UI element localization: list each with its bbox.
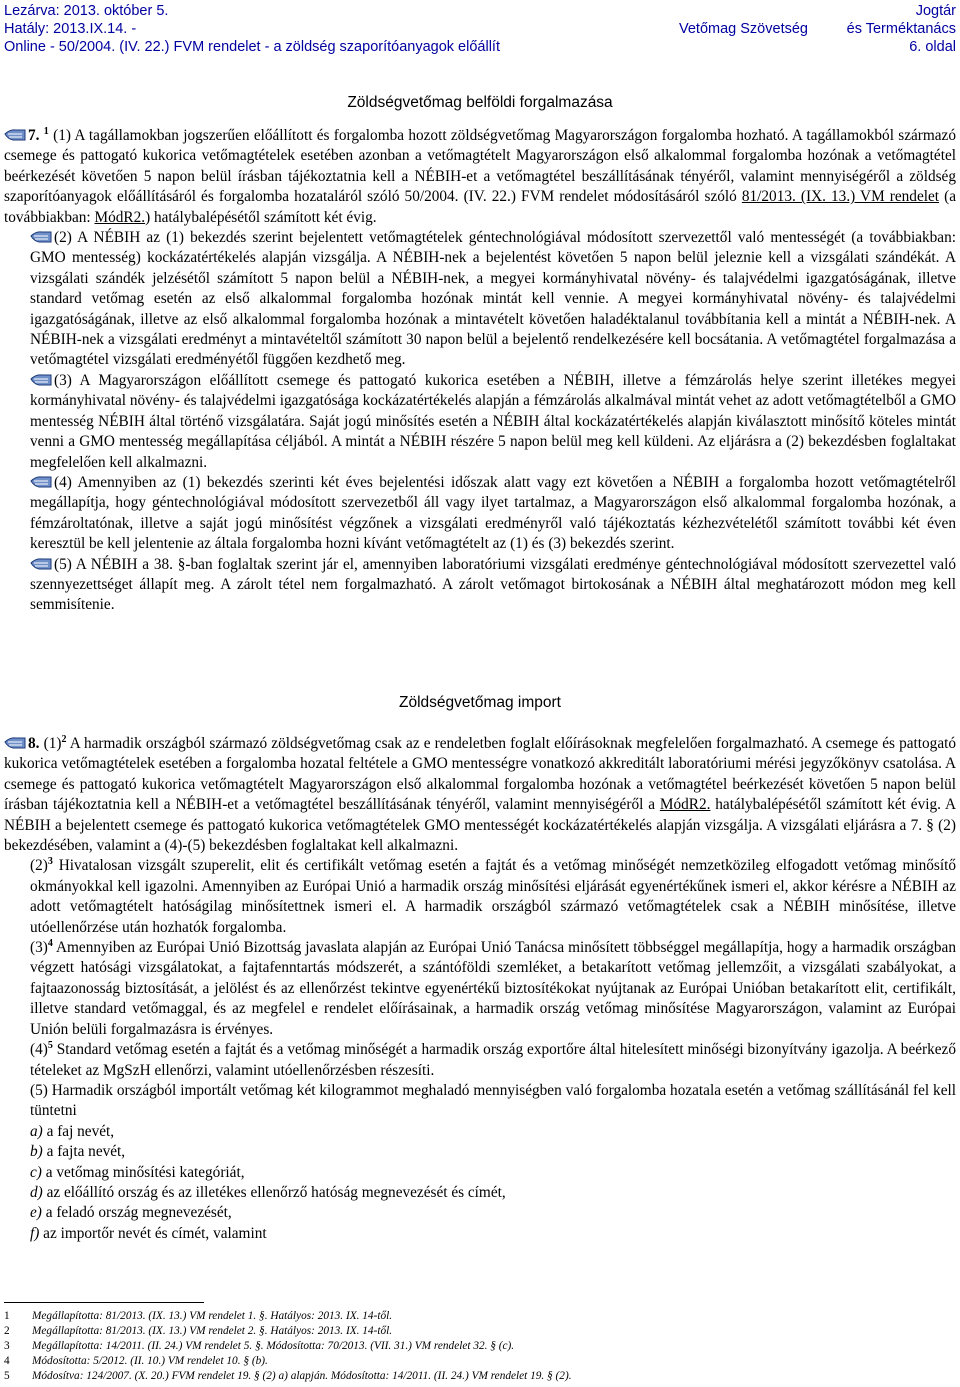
section-8-body xyxy=(4,734,956,1244)
section-number: 8. xyxy=(28,735,40,752)
paragraph-link-icon[interactable] xyxy=(30,230,52,243)
header-jogtar: Jogtár xyxy=(915,3,956,19)
list-item xyxy=(4,1122,956,1142)
paragraph-text: hatálybalépésétől számított két évig. A NÉBIH a bejelentett csemege és pattogató kukorica vetőmagtételek GMO mentességét kockázatértékelés alapján vizsgálja. A vizsgálati eljárásra a 7. § (2) bekezdésében, valamint a (4)-(5) bekezdésben foglaltakat kell alkalmazni. xyxy=(4,796,956,855)
paragraph-number: (3) xyxy=(30,939,48,957)
footnote xyxy=(4,1354,956,1369)
list-text: a feladó ország megnevezését, xyxy=(41,1204,232,1222)
section-title-import: Zöldségvetőmag import xyxy=(399,694,561,711)
reference-link[interactable]: MódR2. xyxy=(659,796,711,814)
list-letter: f) xyxy=(30,1224,40,1242)
footnote xyxy=(4,1309,956,1324)
footnote-number: 4 xyxy=(4,1355,10,1367)
footnote-ref[interactable]: 2 xyxy=(61,733,67,745)
list-item xyxy=(4,1183,956,1203)
header-association: Vetőmag Szövetség xyxy=(679,21,808,37)
list-item xyxy=(4,1224,956,1244)
footnote-ref[interactable]: 4 xyxy=(47,937,53,949)
header-page-number: 6. oldal xyxy=(909,39,956,55)
footnote-number: 5 xyxy=(4,1370,10,1382)
page-header xyxy=(0,0,960,70)
footnote-ref[interactable]: 5 xyxy=(47,1040,53,1051)
header-document-title: Online - 50/2004. (IV. 22.) FVM rendelet - a zöldség szaporítóanyagok előállít xyxy=(4,39,500,55)
footnote-number: 2 xyxy=(4,1325,10,1337)
paragraph-link-icon[interactable] xyxy=(4,128,26,141)
reference-link[interactable]: 81/2013. (IX. 13.) VM rendelet xyxy=(741,188,940,206)
paragraph-link-icon[interactable] xyxy=(4,736,26,749)
footnote-ref[interactable]: 3 xyxy=(47,856,53,868)
paragraph-link-icon[interactable] xyxy=(30,557,52,570)
header-validity: Hatály: 2013.IX.14. - xyxy=(4,21,137,37)
footnote-text: Módosítva: 124/2007. (X. 20.) FVM rendelet 19. § (2) a) alapján. Módosította: 14/2011. (II. 24.) VM rendelet 19. § (2). xyxy=(32,1370,572,1382)
paragraph-text: Standard vetőmag esetén a fajtát és a vetőmag minőségét a harmadik ország exportőre által hitelesített minőségi bizonyítvány igazolja. A beérkező tételeket az MgSzH ellenőrzi, valamint utóellenőrzésben részesíti. xyxy=(30,1041,956,1079)
list-text: az importőr nevét és címét, valamint xyxy=(39,1224,267,1242)
paragraph-text: (5) Harmadik országból importált vetőmag két kilogrammot meghaladó mennyiségben való forgalomba hozatala esetén a vetőmag szállításánál fel kell tüntetni xyxy=(30,1081,956,1120)
list-text: a vetőmag minősítési kategóriát, xyxy=(41,1163,245,1181)
footnote-divider xyxy=(4,1302,204,1303)
list-letter: a) xyxy=(30,1122,43,1140)
paragraph-text: Amennyiben az Európai Unió Bizottság javaslata alapján az Európai Unió Tanácsa minősített többséggel megállapítja, hogy a harmadik országban végzett hatósági vizsgálatokat, a fajtafenntartás módszerét, a szántóföldi szemléket, a betakarított vetőmag jellemzőit, a vizsgálati szabályokat, a fajtaazonosság biztosítását, a jelölést és az ellenőrzést tekintve egyenértékű biztosítékokat nyújtanak az Európai Unióban betakarított elit, certifikált, illetve standard vetőmaggal, és az megfelel e rendelet előírásainak, a harmadik ország vetőmag minősítése Magyarországon, valamint az Európai Unión belüli forgalmazásra is érvényes. xyxy=(30,939,956,1038)
footnotes xyxy=(4,1309,956,1384)
footnote-text: Megállapította: 81/2013. (IX. 13.) VM rendelet 1. §. Hatályos: 2013. IX. 14-től. xyxy=(32,1310,393,1322)
paragraph-number: (1) xyxy=(43,735,62,752)
section-number: 7. xyxy=(28,127,40,144)
paragraph-text: (a továbbiakban: xyxy=(4,188,956,226)
paragraph-text: (5) A NÉBIH a 38. §-ban foglaltak szerint jár el, amennyiben laboratóriumi vizsgálati eredménye géntechnológiával módosított szervezettel való szennyezettséget állapít meg. A zárolt tétel nem forgalmazható. A zárolt vetőmagot birtokosának a NÉBIH által meghatározott módon meg kell semmisítenie. xyxy=(30,555,956,614)
section-7-body xyxy=(4,126,956,616)
list-letter: c) xyxy=(30,1163,42,1181)
section-title-domestic: Zöldségvetőmag belföldi forgalmazása xyxy=(347,94,613,111)
paragraph-link-icon[interactable] xyxy=(30,475,52,488)
paragraph-text: Hivatalosan vizsgált szuperelit, elit és certifikált vetőmag esetén a fajtát és a vetőmag minőségét nemzetközileg elfogadott vetőmag minősítő okmányokkal kell igazolni. Amennyiben az Európai Unió a harmadik ország minősítési eljárását egyenértékűnek ismeri el, akkor kérésre a NÉBIH az adott vetőmagtételt hatóságilag minősítettnek ismeri el. A harmadik országból származó vetőmagtételek csak a NÉBIH minősítése, illetve utóellenőrzése után hozhatók forgalomba. xyxy=(30,857,956,936)
list-item xyxy=(4,1203,956,1223)
list-item xyxy=(4,1163,956,1183)
paragraph-text: (3) A Magyarországon előállított csemege és pattogató kukorica esetében a NÉBIH, illetve a fémzárolás helye szerint illetékes megyei kormányhivatal növény- és talajvédelmi igazgatósága kockázatértékelés alapján a fémzárolás alkalmával mintát vehet az adott vetőmagtételből a GMO mentesség NÉBIH által történő vizsgálatára. Saját jogú minősítés esetén a NÉBIH által kockázatértékelés alapján kiválasztott minősítő köteles mintát venni a GMO mentesség megállapítása céljából. A mintát a NÉBIH részére 5 napon belül meg kell küldeni. Az eljárásra a (2) bekezdésben foglaltakat megfelelően kell alkalmazni. xyxy=(30,371,956,471)
paragraph-link-icon[interactable] xyxy=(30,373,52,386)
footnote-number: 3 xyxy=(4,1340,10,1352)
paragraph-text: A harmadik országból származó zöldségvetőmag csak az e rendeletben foglalt előírásoknak megfelelően forgalmazható. A csemege és pattogató kukorica vetőmagtételek esetében a forgalomba hozatal feltétele a GMO mentességre vonatkozó akkreditált laboratóriumi mérési jegyzőkönyv csatolása. A csemege és pattogató kukorica vetőmagtételt Magyarországon első alkalommal forgalomba hozónak a vetőmagtétel beérkezését követően 5 napon belül írásban tájékoztatnia kell a NÉBIH-et a vetőmagtétel beszállításának tényéről, valamint mennyiségéről a xyxy=(4,735,957,814)
footnote xyxy=(4,1369,956,1384)
paragraph-number: (2) xyxy=(30,857,48,875)
footnote-text: Módosította: 5/2012. (II. 10.) VM rendelet 10. § (b). xyxy=(32,1355,268,1367)
header-closing-date: Lezárva: 2013. október 5. xyxy=(4,3,169,19)
footnote xyxy=(4,1324,956,1339)
list-letter: e) xyxy=(30,1204,42,1222)
footnote-ref[interactable]: 1 xyxy=(43,125,49,137)
list-letter: b) xyxy=(30,1143,43,1161)
list-text: a fajta nevét, xyxy=(42,1143,126,1161)
paragraph-text: (2) A NÉBIH az (1) bekezdés szerint bejelentett vetőmagtételek géntechnológiával módosított szervezettől való mentességét (a továbbiakban: GMO mentesség) kockázatértékelés alapján vizsgálja. A NÉBIH-nek a bejelentést követően 5 napon belül jeleznie kell a vizsgálati szándékát. A vizsgálati szándék jelzésétől számított 5 napon belül a NÉBIH-nek, a megyei kormányhivatal növény- és talajvédelmi igazgatóságának, illetve standard vetőmag esetén az első alkalommal forgalomba hozónak mintát kell vennie. A megyei kormányhivatal növény- és talajvédelmi igazgatóságának, illetve az első alkalommal forgalomba hozónak a mintavételt követően haladéktalanul továbbítania kell a mintát a NÉBIH-nek. A NÉBIH-nek a vizsgálati eredményt a mintavételtől számított 30 napon belül a bejelentő rendelkezésére kell bocsátania. A vetőmagtétel forgalmazása a vetőmagtétel vizsgálati eredményétől függően kezdhető meg. xyxy=(30,229,956,369)
list-text: a faj nevét, xyxy=(42,1122,115,1140)
list-letter: d) xyxy=(30,1183,43,1201)
reference-link[interactable]: MódR2. xyxy=(94,208,146,226)
footnote-number: 1 xyxy=(4,1310,10,1322)
list-item xyxy=(4,1142,956,1162)
paragraph-text: (1) A tagállamokban jogszerűen előállított és forgalomba hozott zöldségvetőmag Magyarországon forgalomba hozható. A tagállamokból származó csemege és pattogató kukorica vetőmagtételek esetében azonban a vetőmagtételt Magyarországon első alkalommal forgalomba hozónak a vetőmagtétel beérkezését követően 5 napon belül írásban tájékoztatnia kell a NÉBIH-et a vetőmagtétel beszállításának tényéről, valamint mennyiségéről a zöldség szaporítóanyagok előállításáról és forgalomba hozataláról szóló 50/2004. (IV. 22.) FVM rendelet módosításáról szóló xyxy=(4,127,956,206)
list-text: az előállító ország és az illetékes ellenőrző hatóság megnevezését és címét, xyxy=(42,1183,506,1201)
header-council: és Terméktanács xyxy=(846,21,956,37)
paragraph-text: ) hatálybalépésétől számított két évig. xyxy=(145,208,377,226)
paragraph-text: (4) Amennyiben az (1) bekezdés szerinti két éves bejelentési időszak alatt vagy ezt követően a NÉBIH a forgalomba hozott vetőmagtételről megállapítja, hogy géntechnológiával módosított szervezetből áll vagy ilyet tartalmaz, a Magyarországon első alkalommal forgalomba hozónak, a fémzároltatónak, illetve a saját jogú minősítést végzőnek a vizsgálati eredményről való tájékoztatás kézhezvételétől számított további két éven keresztül be kell jelentenie az általa forgalomba hozni kívánt vetőmagtételt az (1) és (3) bekezdés szerint. xyxy=(30,473,956,553)
footnote-text: Megállapította: 14/2011. (II. 24.) VM rendelet 5. §. Módosította: 70/2013. (VII. 31.) VM rendelet 32. § (c). xyxy=(32,1340,515,1352)
footnote-text: Megállapította: 81/2013. (IX. 13.) VM rendelet 2. §. Hatályos: 2013. IX. 14-től. xyxy=(32,1325,393,1337)
footnote xyxy=(4,1339,956,1354)
paragraph-number: (4) xyxy=(30,1041,48,1059)
